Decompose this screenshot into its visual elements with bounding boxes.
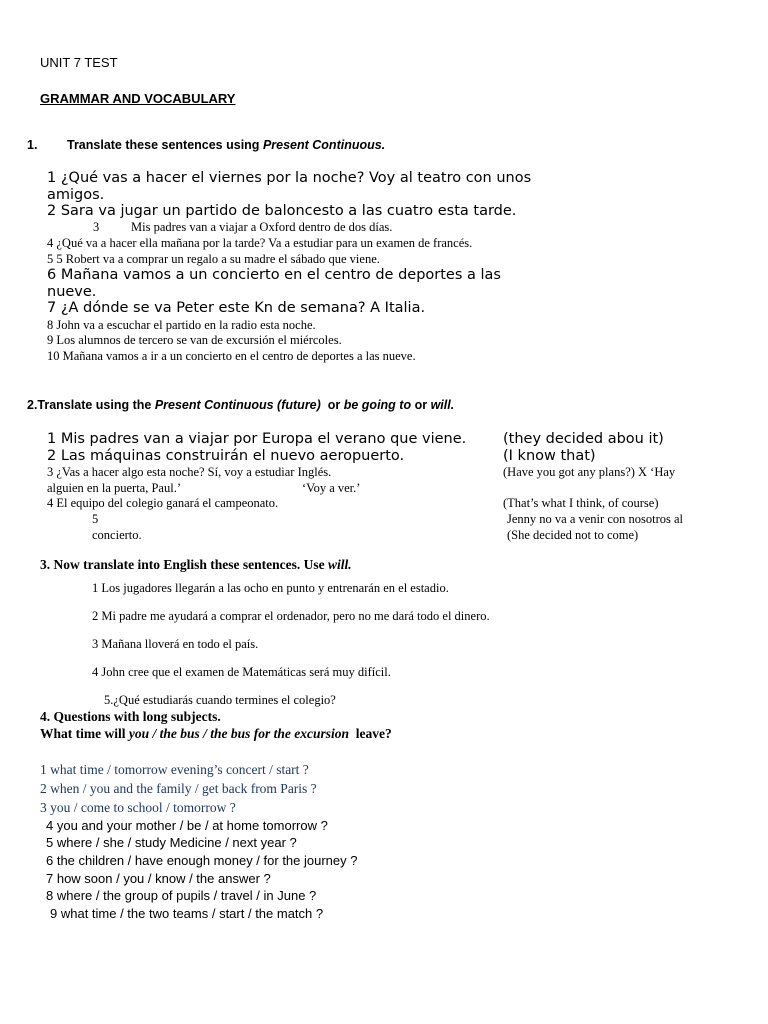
ex2-line: 1 Mis padres van a viajar por Europa el verano que viene. [47,431,467,447]
section-heading: GRAMMAR AND VOCABULARY [40,91,236,106]
ex1-line: nueve. [47,284,97,300]
ex4-question: 5 where / she / study Medicine / next year ? [46,835,297,850]
ex1-line: 6 Mañana vamos a un concierto en el centro de deportes a las [47,267,501,283]
ex1-line: 2 Sara va jugar un partido de baloncesto a las cuatro esta tarde. [47,203,517,219]
ex3-line: 5.¿Qué estudiarás cuando termines el colegio? [104,693,336,707]
ex2-note: (She decided not to come) [507,528,639,542]
ex1-line: amigos. [47,187,105,203]
ex1-line: 10 Mañana vamos a ir a un concierto en el centro de deportes a las nueve. [47,349,416,363]
ex1-line: 5 5 Robert va a comprar un regalo a su madre el sábado que viene. [47,252,380,266]
ex3-line: 1 Los jugadores llegarán a las ocho en punto y entrenarán en el estadio. [92,581,449,595]
ex2-line: 5 [92,512,99,526]
ex4-question: 3 you / come to school / tomorrow ? [40,800,236,815]
ex2-line: 4 El equipo del colegio ganará el campeonato. [47,496,279,510]
ex4-question: 8 where / the group of pupils / travel / in June ? [46,888,317,903]
ex1-line: 9 Los alumnos de tercero se van de excursión el miércoles. [47,333,342,347]
ex1-line: 1 ¿Qué vas a hacer el viernes por la noche? Voy al teatro con unos [47,170,532,186]
ex2-line: ‘Voy a ver.’ [302,481,361,495]
exercise-1-instruction: Translate these sentences using Present Continuous. [67,138,386,152]
ex4-question: 4 you and your mother / be / at home tomorrow ? [46,818,328,833]
ex4-question: 2 when / you and the family / get back from Paris ? [40,781,317,796]
ex2-line: Jenny no va a venir con nosotros al [507,512,684,526]
ex1-line: 4 ¿Qué va a hacer ella mañana por la tarde? Va a estudiar para un examen de francés. [47,236,473,250]
exercise-2-instruction: 2.Translate using the Present Continuous (future) or be going to or will. [27,398,455,412]
ex1-line: 8 John va a escuchar el partido en la radio esta noche. [47,318,316,332]
exercise-3-instruction: 3. Now translate into English these sentences. Use will. [40,557,352,572]
ex2-line: 2 Las máquinas construirán el nuevo aeropuerto. [47,448,405,464]
ex2-line: concierto. [92,528,142,542]
ex2-note: (they decided abou it) [503,431,664,447]
ex1-line: 7 ¿A dónde se va Peter este Kn de semana? A Italia. [47,300,426,316]
ex1-line: Mis padres van a viajar a Oxford dentro de dos días. [131,220,393,234]
ex3-line: 4 John cree que el examen de Matemáticas será muy difícil. [92,665,391,679]
exercise-4-title: 4. Questions with long subjects. [40,709,221,724]
ex4-question: 7 how soon / you / know / the answer ? [46,871,271,886]
exercise-4-example: What time will you / the bus / the bus for the excursion leave? [40,726,392,741]
ex3-line: 3 Mañana lloverá en todo el país. [92,637,259,651]
ex4-question: 1 what time / tomorrow evening’s concert / start ? [40,762,309,777]
ex2-note: (That’s what I think, of course) [503,496,659,510]
ex2-note: (I know that) [503,448,596,464]
ex3-line: 2 Mi padre me ayudará a comprar el ordenador, pero no me dará todo el dinero. [92,609,490,623]
exercise-1-number: 1. [27,138,38,152]
ex4-question: 6 the children / have enough money / for the journey ? [46,853,358,868]
ex1-line: 3 [93,220,100,234]
ex2-line: 3 ¿Vas a hacer algo esta noche? Sí, voy a estudiar Inglés. [47,465,332,479]
ex2-line: alguien en la puerta, Paul.’ [47,481,181,495]
ex4-question: 9 what time / the two teams / start / the match ? [50,906,324,921]
test-title: UNIT 7 TEST [40,55,118,70]
ex2-note: (Have you got any plans?) X ‘Hay [503,465,676,479]
